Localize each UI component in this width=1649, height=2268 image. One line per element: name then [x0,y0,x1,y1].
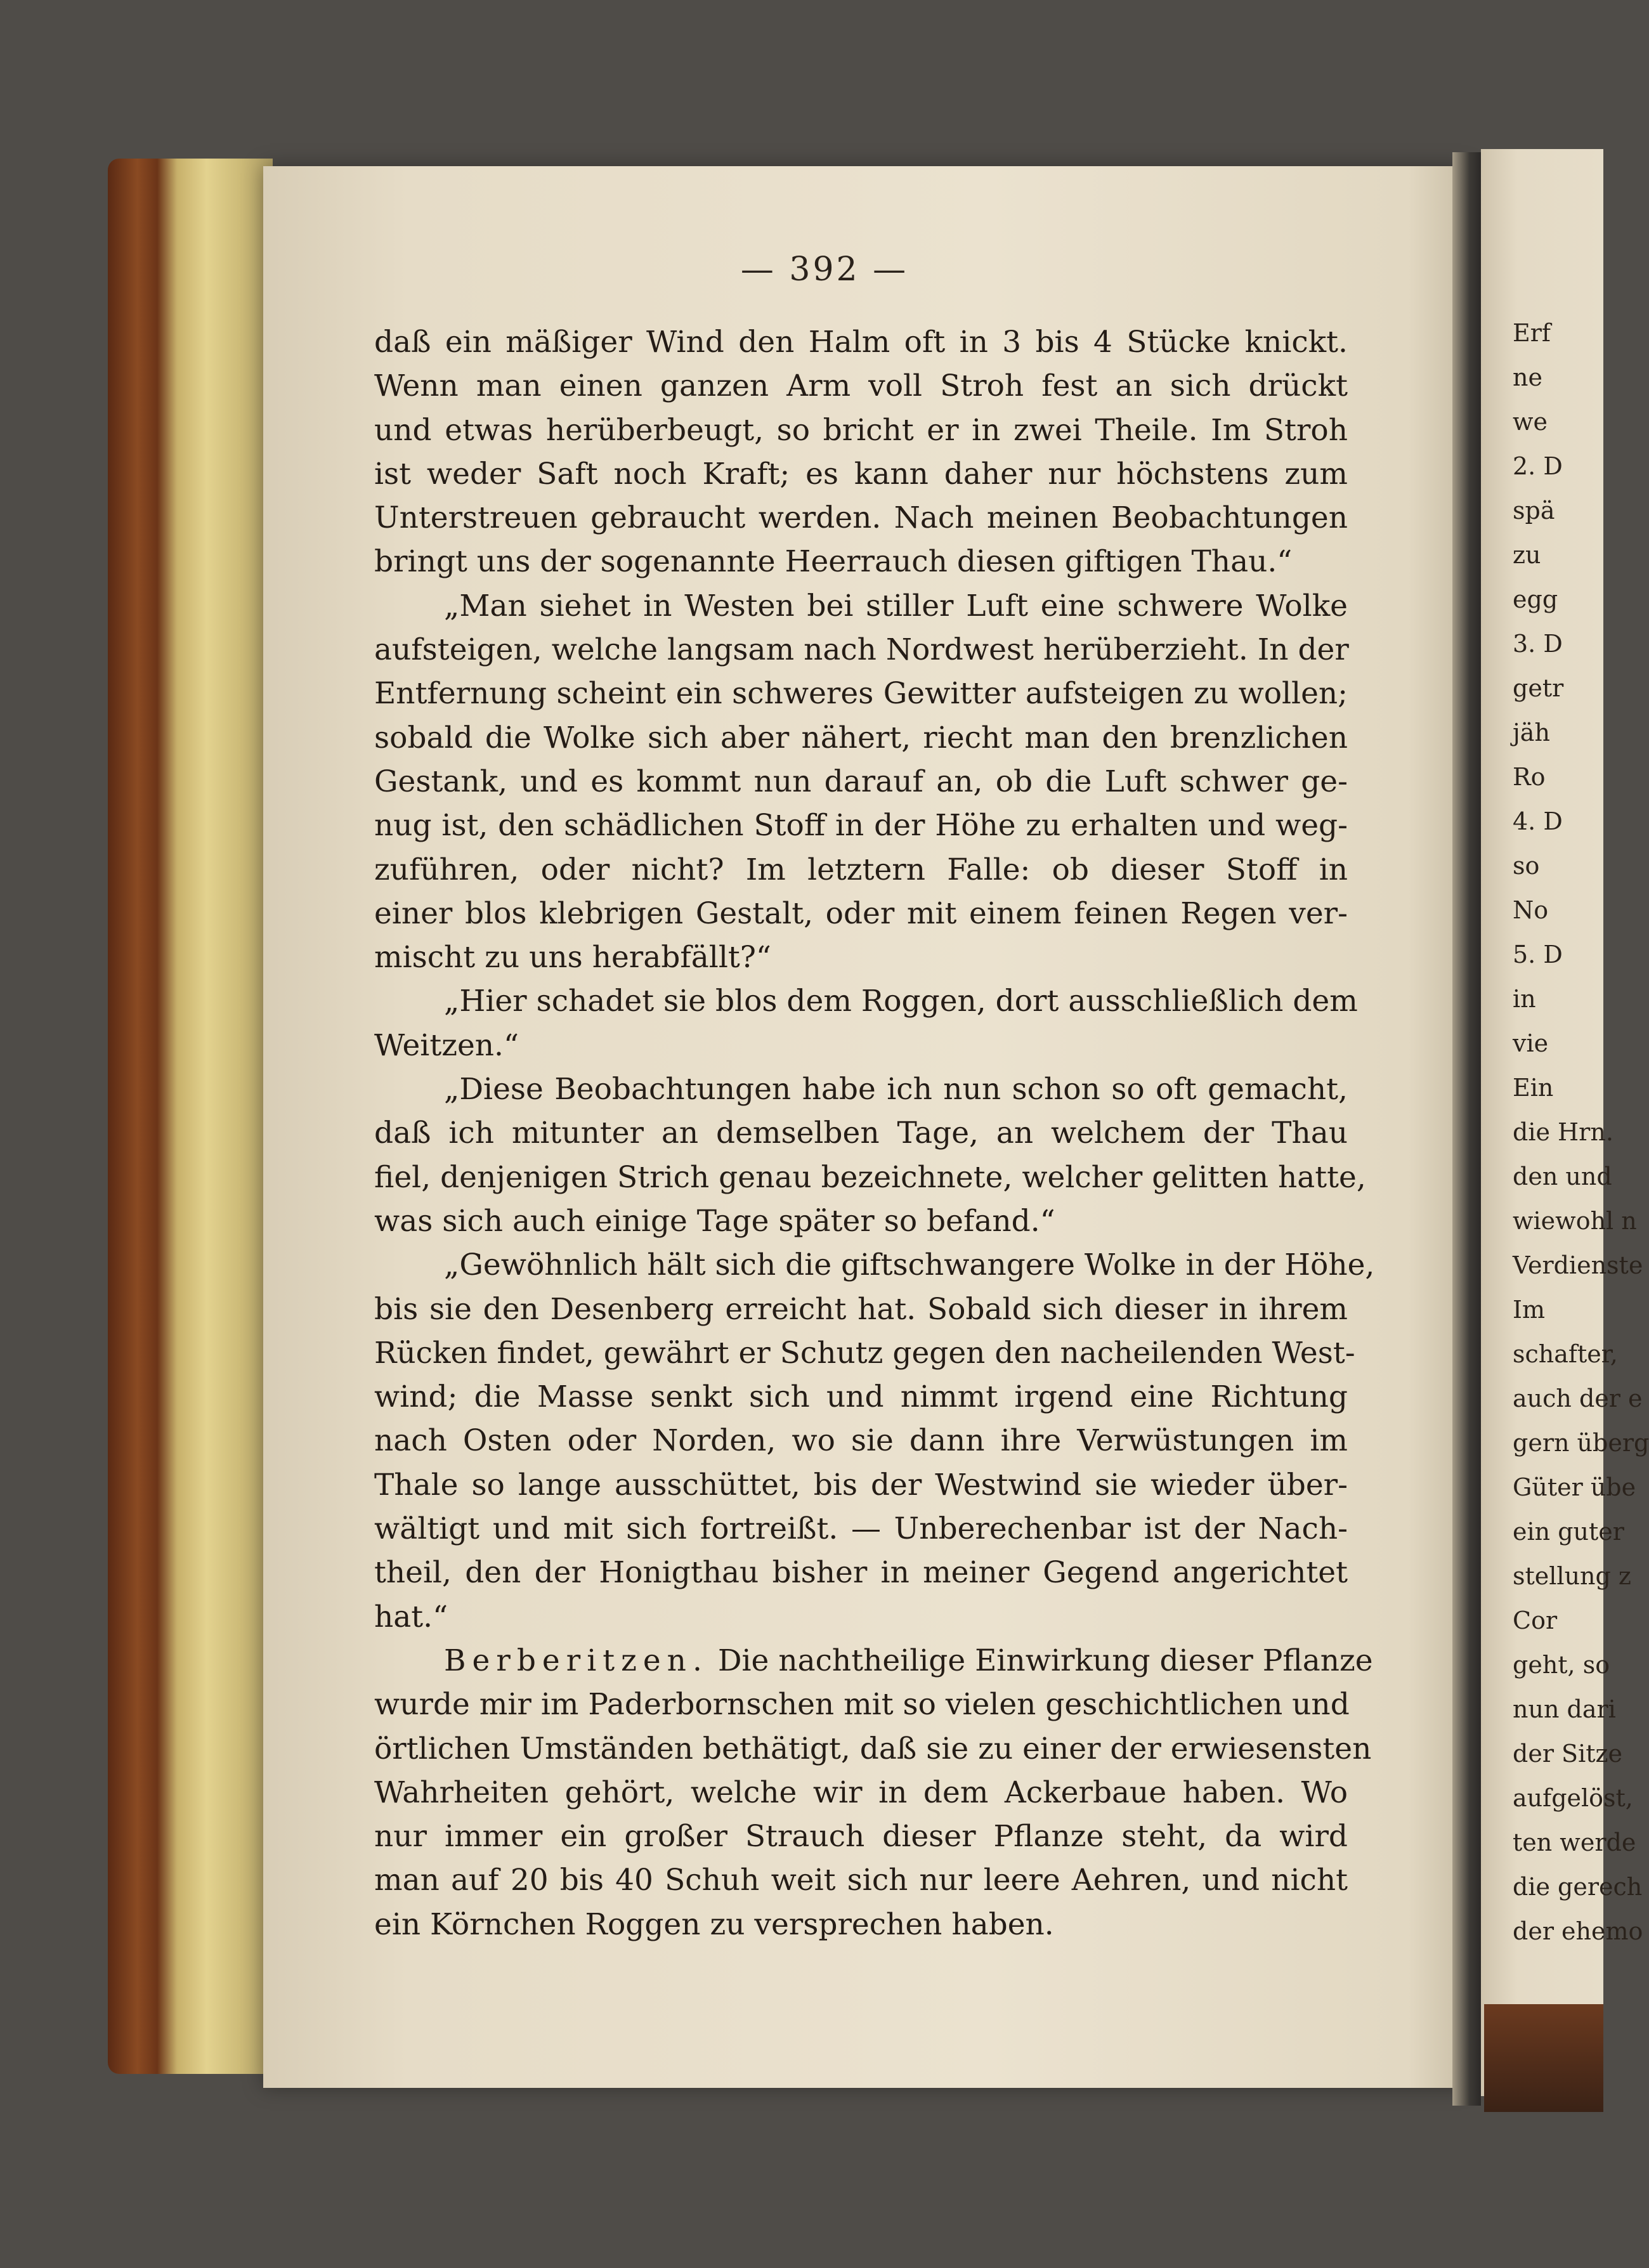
text-line: man auf 20 bis 40 Schuh weit sich nur leere Aehren, und nicht [374,1863,1348,1898]
right-page-fragment: jäh [1513,719,1550,746]
book-cover-edge [1484,2004,1603,2112]
right-page-fragment: geht, so [1513,1651,1610,1679]
right-page-fragment: aufgelöst, [1513,1784,1633,1812]
text-line: daß ein mäßiger Wind den Halm oft in 3 bis 4 Stücke knickt. [374,325,1348,360]
text-line: theil, den der Honigthau bisher in meiner Gegend angerichtet [374,1555,1348,1591]
text-line: aufsteigen, welche langsam nach Nordwest herüberzieht. In der [374,632,1349,668]
text-line: daß ich mitunter an demselben Tage, an welchem der Thau [374,1116,1348,1151]
text-line: fiel, denjenigen Strich genau bezeichnete, welcher gelitten hatte, [374,1159,1366,1195]
right-page-fragment: stellung z [1513,1562,1631,1590]
text-line: bis sie den Desenberg erreicht hat. Sobald sich dieser in ihrem [374,1291,1348,1327]
right-page-fragment: zu [1513,541,1541,569]
text-line: nug ist, den schädlichen Stoff in der Höhe zu erhalten und weg- [374,808,1348,844]
right-page-fragment: spä [1513,497,1555,525]
text-line: nach Osten oder Norden, wo sie dann ihre Verwüstungen im [374,1423,1348,1459]
right-page-fragment: No [1513,896,1549,924]
text-line: und etwas herüberbeugt, so bricht er in zwei Theile. Im Stroh [374,412,1348,448]
text-line: „Hier schadet sie blos dem Roggen, dort ausschließlich dem [444,984,1358,1019]
text-line: Gestank, und es kommt nun darauf an, ob die Luft schwer ge- [374,764,1348,799]
right-page-fragment: die gerech [1513,1873,1643,1901]
right-page-fragment: Ein [1513,1074,1554,1102]
text-line: Entfernung scheint ein schweres Gewitter aufsteigen zu wollen; [374,676,1348,712]
text-line: örtlichen Umständen bethätigt, daß sie zu einer der erwiesensten [374,1731,1372,1766]
right-page-fragment: ne [1513,363,1542,391]
right-page-fragment: Verdienste [1513,1251,1643,1279]
right-page-fragment: ten werde [1513,1828,1636,1856]
right-page-fragment: 2. D [1513,452,1563,480]
text-line: wurde mir im Paderbornschen mit so vielen geschichtlichen und [374,1687,1350,1723]
right-page-fragment: so [1513,852,1540,880]
right-page-fragment: der ehemo [1513,1917,1643,1945]
right-page-fragment: der Sitze [1513,1740,1623,1768]
right-page-fragment: Erf [1513,319,1551,347]
text-line: „Diese Beobachtungen habe ich nun schon so oft gemacht, [444,1072,1348,1107]
text-line: wind; die Masse senkt sich und nimmt irgend eine Richtung [374,1379,1348,1415]
right-page-fragment: die Hrn. [1513,1118,1613,1146]
right-page-fragment: auch der e [1513,1385,1643,1412]
book-page-edges [108,159,273,2074]
text-line: zuführen, oder nicht? Im letztern Falle: ob dieser Stoff in [374,852,1348,887]
right-page-fragment: we [1513,408,1548,436]
right-page-fragment: getr [1513,674,1564,702]
text-line: hat.“ [374,1599,448,1634]
text-line: Rücken findet, gewährt er Schutz gegen den nacheilenden West- [374,1335,1355,1371]
text-line: bringt uns der sogenannte Heerrauch diesen giftigen Thau.“ [374,544,1293,580]
section-first-line [374,1639,1373,1683]
right-page-fragment: ein guter [1513,1518,1624,1546]
body-text [374,320,1375,1946]
text-line: was sich auch einige Tage später so befand.“ [374,1203,1055,1239]
text-line: Unterstreuen gebraucht werden. Nach meinen Beobachtungen [374,500,1348,536]
right-page-text-fragments [1513,311,1649,1953]
text-line: Weitzen.“ [374,1027,519,1063]
text-line: Wahrheiten gehört, welche wir in dem Ackerbaue haben. Wo [374,1775,1348,1810]
text-line: mischt zu uns herabfällt?“ [374,940,771,975]
text-line: „Gewöhnlich hält sich die giftschwangere Wolke in der Höhe, [444,1248,1375,1283]
right-page-fragment: egg [1513,585,1558,613]
text-line: einer blos klebrigen Gestalt, oder mit einem feinen Regen ver- [374,896,1348,931]
right-page-fragment: den und [1513,1163,1612,1190]
text-line: Thale so lange ausschüttet, bis der Westwind sie wieder über- [374,1467,1348,1502]
right-page-fragment: 5. D [1513,941,1563,968]
text-line: sobald die Wolke sich aber nähert, riecht man den brenzlichen [374,720,1348,755]
right-page-fragment: Im [1513,1296,1546,1324]
text-line: Wenn man einen ganzen Arm voll Stroh fest an sich drückt [374,368,1348,404]
right-page-fragment: Ro [1513,763,1546,791]
right-page-fragment: Cor [1513,1606,1558,1634]
right-page-fragment: gern überg [1513,1429,1649,1457]
text-line: ein Körnchen Roggen zu versprechen haben. [374,1906,1054,1942]
right-page-fragment: 4. D [1513,807,1563,835]
right-page-fragment: in [1513,985,1536,1013]
right-page-fragment: 3. D [1513,630,1563,658]
text-line: nur immer ein großer Strauch dieser Pflanze steht, da wird [374,1819,1348,1854]
section-first-line-rest: Die nachtheilige Einwirkung dieser Pflanze [708,1643,1373,1678]
book-gutter [1452,152,1481,2106]
right-page-fragment: vie [1513,1029,1549,1057]
text-line: ist weder Saft noch Kraft; es kann daher nur höchstens zum [374,456,1348,492]
text-line: „Man siehet in Westen bei stiller Luft eine schwere Wolke [444,588,1348,623]
right-page-fragment: nun dari [1513,1695,1616,1723]
page-number: — 392 — [740,251,909,289]
text-line: wältigt und mit sich fortreißt. — Unberechenbar ist der Nach- [374,1511,1348,1547]
right-page-fragment: wiewohl n [1513,1207,1637,1235]
right-page-fragment: schafter, [1513,1340,1618,1368]
section-heading: Berberitzen. [444,1643,708,1678]
right-page-fragment: Güter übe [1513,1473,1636,1501]
